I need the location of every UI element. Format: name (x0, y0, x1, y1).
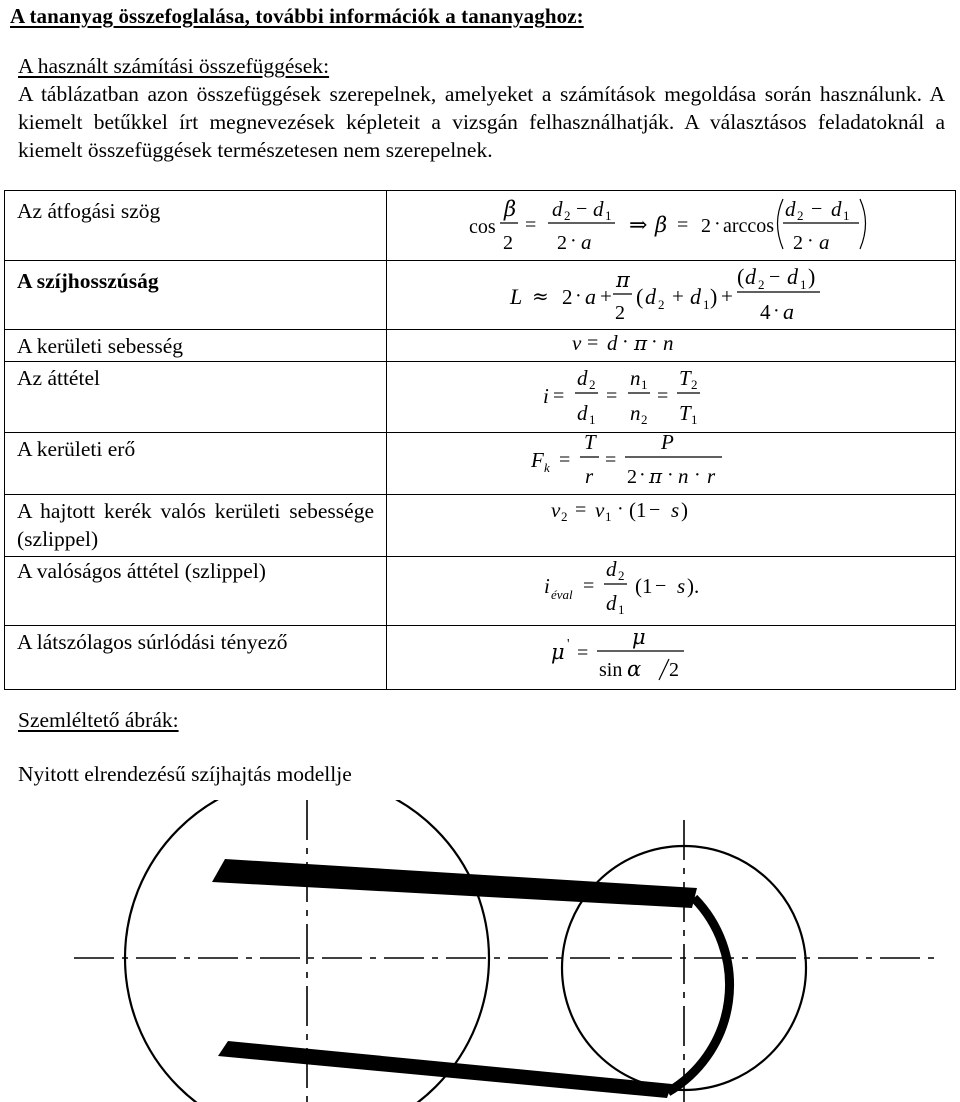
svg-text:': ' (567, 637, 570, 652)
table-row (5, 626, 956, 690)
formula-slip-speed (387, 495, 956, 557)
svg-text:β: β (504, 197, 517, 221)
svg-text:a: a (581, 230, 592, 254)
table-row (5, 191, 956, 261)
svg-text:=: = (559, 449, 571, 471)
svg-text:=: = (677, 214, 689, 236)
row-label: A kerületi sebesség (5, 330, 387, 362)
svg-text:F: F (531, 448, 544, 472)
formula-ratio (387, 362, 956, 433)
svg-text:=: = (657, 385, 669, 407)
svg-text:d: d (645, 284, 656, 309)
svg-text:n: n (678, 464, 689, 488)
formula-image (387, 433, 955, 489)
svg-text:2: 2 (701, 215, 711, 237)
svg-text:d: d (577, 401, 588, 425)
svg-text:v: v (595, 498, 605, 522)
svg-text:1: 1 (589, 412, 596, 427)
svg-text:1: 1 (800, 277, 807, 292)
center-lines (74, 800, 940, 1102)
row-label: Az áttétel (5, 362, 387, 433)
svg-text:·: · (575, 285, 582, 307)
svg-text:2: 2 (557, 232, 567, 254)
svg-text:π: π (634, 331, 648, 355)
svg-text:s: s (671, 498, 680, 522)
formula-real-ratio (387, 557, 956, 626)
svg-text:=: = (525, 214, 537, 236)
svg-text:=: = (587, 332, 599, 354)
table-row (5, 433, 956, 495)
svg-text:éval: éval (551, 587, 573, 602)
svg-text:⇒: ⇒ (629, 213, 648, 238)
svg-text:=: = (583, 575, 595, 597)
svg-text:d: d (690, 284, 701, 309)
svg-text:2: 2 (758, 277, 765, 292)
svg-text:1: 1 (618, 602, 625, 617)
formula-wrap-angle (387, 191, 956, 261)
svg-text:): ) (808, 264, 816, 289)
svg-text:π: π (616, 268, 630, 292)
illustrations-heading: Szemléltető ábrák: (18, 708, 179, 732)
svg-text:d: d (745, 264, 756, 289)
svg-text:): ) (681, 498, 688, 522)
svg-text:1: 1 (605, 208, 612, 223)
svg-text:P: P (661, 433, 674, 454)
svg-text:1: 1 (691, 412, 698, 427)
figure-caption: Nyitott elrendezésű szíjhajtás modellje (18, 762, 352, 786)
row-label: A kerületi erő (5, 433, 387, 495)
svg-text:(1: (1 (629, 498, 647, 522)
svg-text:d: d (606, 591, 617, 615)
svg-text:d: d (577, 366, 588, 390)
upper-belt-span (212, 859, 697, 908)
svg-text:(: ( (737, 264, 745, 289)
svg-text:a: a (783, 299, 794, 324)
svg-text:i: i (544, 574, 550, 598)
svg-text:=: = (605, 449, 617, 471)
svg-text:).: ). (687, 574, 700, 598)
svg-text:μ: μ (551, 640, 565, 664)
formula-image (387, 191, 955, 255)
formula-apparent-friction (387, 626, 956, 690)
table-row (5, 261, 956, 330)
svg-text:−: − (576, 198, 588, 220)
svg-text:d: d (606, 557, 617, 581)
svg-text:=: = (575, 499, 587, 521)
formula-image (387, 261, 955, 324)
svg-text:·: · (622, 331, 629, 353)
svg-text:−: − (769, 266, 781, 288)
svg-text:2: 2 (503, 232, 513, 254)
svg-text:T: T (679, 366, 691, 390)
svg-text:2: 2 (589, 377, 596, 392)
svg-text:·: · (807, 230, 814, 252)
svg-text:2: 2 (669, 659, 679, 681)
formula-speed (387, 330, 956, 362)
svg-text:L: L (510, 284, 523, 309)
row-label: A látszólagos súrlódási tényező (5, 626, 387, 690)
svg-text:a: a (819, 230, 830, 254)
svg-text:·: · (773, 300, 780, 322)
svg-text:n: n (663, 331, 674, 355)
svg-text:1: 1 (605, 509, 612, 524)
svg-text:2: 2 (627, 466, 637, 488)
table-row (5, 330, 956, 362)
svg-text:·: · (617, 498, 624, 520)
row-label: Az átfogási szög (5, 191, 387, 261)
svg-text:α: α (627, 657, 642, 681)
svg-text:r: r (585, 464, 594, 488)
svg-text:k: k (544, 460, 550, 475)
svg-text:·: · (651, 331, 658, 353)
svg-text:1: 1 (641, 377, 648, 392)
svg-text:≈: ≈ (532, 284, 549, 308)
svg-text:2: 2 (615, 302, 625, 324)
svg-text:2: 2 (618, 568, 625, 583)
formula-image (387, 626, 955, 684)
table-row (5, 495, 956, 557)
svg-text:d: d (831, 197, 842, 221)
svg-text:=: = (577, 642, 589, 664)
svg-text:v: v (551, 498, 561, 522)
svg-text:d: d (552, 197, 563, 221)
svg-text:+: + (721, 284, 733, 308)
formula-image (387, 362, 955, 427)
svg-text:+: + (672, 284, 684, 308)
svg-text:d: d (785, 197, 796, 221)
svg-text:1: 1 (843, 208, 850, 223)
formulas-subheading: A használt számítási összefüggések: (18, 54, 330, 78)
belt-arc-small (668, 898, 730, 1092)
belt-drive-figure (0, 800, 960, 1102)
svg-text:i: i (543, 384, 549, 408)
svg-text:4: 4 (760, 300, 771, 324)
svg-text:μ: μ (632, 626, 646, 649)
svg-text:d: d (607, 331, 618, 355)
svg-text:2: 2 (793, 232, 803, 254)
svg-text:2: 2 (658, 297, 665, 312)
svg-text:2: 2 (561, 509, 568, 524)
svg-text:(: ( (636, 284, 644, 309)
svg-text:·: · (570, 230, 577, 252)
svg-text:π: π (649, 464, 663, 488)
svg-text:(1: (1 (635, 574, 653, 598)
svg-text:=: = (553, 385, 565, 407)
svg-text:cos: cos (469, 216, 496, 238)
svg-text:2: 2 (641, 412, 648, 427)
svg-text:=: = (606, 385, 618, 407)
formula-belt-length (387, 261, 956, 330)
page-heading: A tananyag összefoglalása, további információk a tananyaghoz: (10, 4, 584, 28)
svg-text:·: · (667, 464, 674, 486)
svg-text:2: 2 (797, 208, 804, 223)
svg-text:2: 2 (691, 377, 698, 392)
formula-force (387, 433, 956, 495)
svg-text:n: n (630, 401, 641, 425)
svg-text:v: v (572, 331, 582, 355)
svg-text:d: d (593, 197, 604, 221)
svg-text:1: 1 (703, 297, 710, 312)
formula-image (387, 330, 955, 356)
row-label: A hajtott kerék valós kerületi sebessége (szlippel) (5, 495, 387, 557)
lower-belt-span (218, 1041, 672, 1098)
intro-paragraph: A táblázatban azon összefüggések szerepelnek, amelyeket a számítások megoldása során használunk. A kiemelt betűkkel írt megnevezések képleteit a vizsgán felhasználhatják. A választásos feladatoknál a kiemelt összefüggések természetesen nem szerepelnek. (18, 82, 945, 163)
svg-text:·: · (639, 464, 646, 486)
table-row (5, 362, 956, 433)
formula-image (387, 557, 955, 620)
svg-text:s: s (677, 574, 686, 598)
svg-text:β: β (655, 213, 668, 237)
svg-text:2: 2 (564, 208, 571, 223)
svg-text:−: − (811, 198, 823, 220)
svg-text:·: · (714, 213, 721, 235)
svg-text:−: − (655, 575, 667, 597)
formula-table (4, 190, 956, 690)
row-label: A valóságos áttétel (szlippel) (5, 557, 387, 626)
svg-text:a: a (585, 284, 596, 309)
svg-text:T: T (679, 401, 691, 425)
svg-text:−: − (649, 499, 661, 521)
table-row (5, 557, 956, 626)
svg-text:n: n (630, 366, 641, 390)
svg-text:d: d (787, 264, 798, 289)
svg-text:sin: sin (599, 659, 623, 681)
svg-text:): ) (710, 284, 718, 309)
svg-text:2: 2 (562, 285, 573, 309)
svg-text:T: T (584, 433, 596, 454)
svg-text:+: + (600, 284, 612, 308)
svg-text:arccos: arccos (723, 215, 775, 237)
svg-text:r: r (707, 464, 716, 488)
formula-image (387, 495, 955, 551)
row-label: A szíjhosszúság (5, 261, 387, 330)
svg-text:·: · (694, 464, 701, 486)
